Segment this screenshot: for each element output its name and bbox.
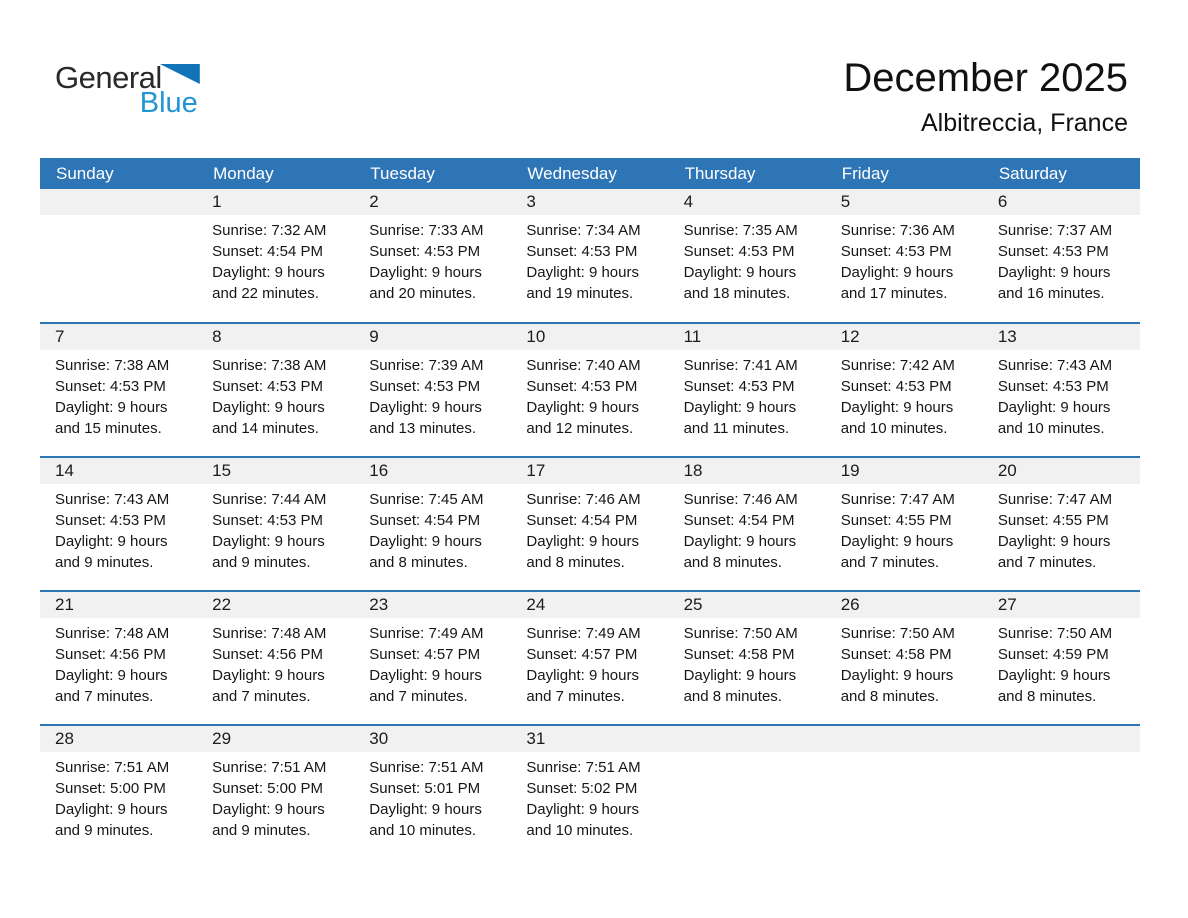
- day-cell-11: [669, 323, 826, 457]
- calendar-table: [40, 158, 1140, 859]
- sunrise-line: Sunrise: 7:51 AM: [526, 759, 641, 776]
- sunrise-line: Sunrise: 7:48 AM: [55, 625, 170, 642]
- daylight-line-2: and 22 minutes.: [212, 285, 319, 302]
- day-cell-4: [669, 189, 826, 323]
- daylight-line-1: Daylight: 9 hours: [683, 533, 797, 550]
- sunrise-line: Sunrise: 7:51 AM: [212, 759, 327, 776]
- sunset-line: Sunset: 4:54 PM: [526, 512, 638, 529]
- daylight-line-1: Daylight: 9 hours: [55, 667, 168, 684]
- calendar-header: [40, 158, 1140, 189]
- day-details: [511, 350, 668, 439]
- daylight-line-2: and 8 minutes.: [840, 688, 940, 705]
- daylight-line-2: and 7 minutes.: [369, 688, 468, 705]
- daylight-line-2: and 8 minutes.: [683, 554, 782, 571]
- sunrise-line: Sunrise: 7:33 AM: [369, 222, 484, 239]
- sunrise-line: Sunrise: 7:44 AM: [212, 491, 327, 508]
- day-number: 16: [354, 458, 511, 484]
- week-row-5: [40, 725, 1140, 859]
- day-details: [197, 215, 354, 304]
- day-details: [354, 350, 511, 439]
- sunset-line: Sunset: 5:00 PM: [55, 780, 166, 797]
- daylight-line-2: and 10 minutes.: [840, 420, 948, 437]
- daylight-line-2: and 9 minutes.: [55, 554, 154, 571]
- day-details: [197, 752, 354, 841]
- week-row-1: [40, 189, 1140, 323]
- day-cell-16: [354, 457, 511, 591]
- sunrise-line: Sunrise: 7:34 AM: [526, 222, 641, 239]
- day-details: [983, 215, 1140, 304]
- day-number: 10: [511, 324, 668, 350]
- daylight-line-1: Daylight: 9 hours: [840, 264, 954, 281]
- daylight-line-1: Daylight: 9 hours: [369, 399, 482, 416]
- day-details: [354, 752, 511, 841]
- sunset-line: Sunset: 4:53 PM: [369, 243, 481, 260]
- daylight-line-2: and 7 minutes.: [997, 554, 1097, 571]
- sunrise-line: Sunrise: 7:50 AM: [683, 625, 798, 642]
- sunrise-line: Sunrise: 7:35 AM: [683, 222, 798, 239]
- daylight-line-2: and 10 minutes.: [997, 420, 1105, 437]
- day-number: 30: [354, 726, 511, 752]
- day-details: [669, 484, 826, 573]
- daylight-line-1: Daylight: 9 hours: [526, 533, 639, 550]
- daylight-line-2: and 8 minutes.: [683, 688, 782, 705]
- sunset-line: Sunset: 4:53 PM: [683, 243, 795, 260]
- daylight-line-2: and 13 minutes.: [369, 420, 477, 437]
- day-number: 4: [669, 189, 826, 215]
- day-cell-3: [511, 189, 668, 323]
- daylight-line-1: Daylight: 9 hours: [840, 399, 954, 416]
- day-number: 1: [197, 189, 354, 215]
- day-cell-22: [197, 591, 354, 725]
- day-details: [983, 350, 1140, 439]
- daylight-line-2: and 17 minutes.: [840, 285, 948, 302]
- sunrise-line: Sunrise: 7:42 AM: [840, 357, 955, 374]
- weekday-header-wednesday: Wednesday: [511, 158, 668, 189]
- day-cell-13: [983, 323, 1140, 457]
- day-details: [40, 752, 197, 841]
- day-number: 26: [826, 592, 983, 618]
- daylight-line-2: and 15 minutes.: [55, 420, 162, 437]
- sunset-line: Sunset: 4:58 PM: [840, 646, 952, 663]
- sunrise-line: Sunrise: 7:45 AM: [369, 491, 484, 508]
- daylight-line-2: and 7 minutes.: [212, 688, 311, 705]
- sunset-line: Sunset: 4:53 PM: [997, 378, 1109, 395]
- day-details: [669, 350, 826, 439]
- sunset-line: Sunset: 4:56 PM: [212, 646, 324, 663]
- day-details: [826, 350, 983, 439]
- daylight-line-2: and 7 minutes.: [55, 688, 154, 705]
- day-details: [40, 350, 197, 439]
- daylight-line-2: and 9 minutes.: [212, 822, 311, 839]
- day-details: [826, 215, 983, 304]
- logo-triangle-icon: [160, 64, 200, 84]
- day-number: 25: [669, 592, 826, 618]
- day-number: 18: [669, 458, 826, 484]
- day-details: [40, 215, 197, 220]
- day-number: 11: [669, 324, 826, 350]
- week-row-4: [40, 591, 1140, 725]
- day-details: [826, 618, 983, 707]
- sunset-line: Sunset: 4:53 PM: [526, 243, 638, 260]
- day-details: [511, 618, 668, 707]
- day-cell-10: [511, 323, 668, 457]
- sunset-line: Sunset: 4:57 PM: [526, 646, 638, 663]
- day-cell-29: [197, 725, 354, 859]
- day-cell-21: [40, 591, 197, 725]
- weekday-header-friday: Friday: [826, 158, 983, 189]
- day-number-empty: [40, 189, 197, 215]
- sunset-line: Sunset: 4:56 PM: [55, 646, 166, 663]
- day-cell-empty: [669, 725, 826, 859]
- sunrise-line: Sunrise: 7:46 AM: [526, 491, 641, 508]
- general-blue-logo: [55, 62, 200, 118]
- sunrise-line: Sunrise: 7:50 AM: [840, 625, 955, 642]
- day-cell-7: [40, 323, 197, 457]
- day-cell-30: [354, 725, 511, 859]
- daylight-line-2: and 8 minutes.: [997, 688, 1097, 705]
- day-cell-15: [197, 457, 354, 591]
- day-number: 13: [983, 324, 1140, 350]
- sunset-line: Sunset: 4:53 PM: [55, 512, 166, 529]
- sunrise-line: Sunrise: 7:48 AM: [212, 625, 327, 642]
- sunrise-line: Sunrise: 7:43 AM: [55, 491, 170, 508]
- day-number: 22: [197, 592, 354, 618]
- day-details: [826, 484, 983, 573]
- day-number: 31: [511, 726, 668, 752]
- day-number: 23: [354, 592, 511, 618]
- day-number: 6: [983, 189, 1140, 215]
- sunset-line: Sunset: 4:54 PM: [369, 512, 481, 529]
- day-details: [197, 484, 354, 573]
- sunset-line: Sunset: 4:55 PM: [997, 512, 1109, 529]
- daylight-line-2: and 12 minutes.: [526, 420, 634, 437]
- day-details: [197, 618, 354, 707]
- sunset-line: Sunset: 4:53 PM: [212, 512, 324, 529]
- page-subtitle: Albitreccia, France: [920, 109, 1128, 137]
- sunset-line: Sunset: 4:57 PM: [369, 646, 481, 663]
- sunrise-line: Sunrise: 7:51 AM: [369, 759, 484, 776]
- day-number: 2: [354, 189, 511, 215]
- day-number: 12: [826, 324, 983, 350]
- sunrise-line: Sunrise: 7:51 AM: [55, 759, 170, 776]
- weekday-header-sunday: Sunday: [40, 158, 197, 189]
- day-number-empty: [983, 726, 1140, 752]
- sunrise-line: Sunrise: 7:49 AM: [369, 625, 484, 642]
- week-row-2: [40, 323, 1140, 457]
- day-details: [669, 215, 826, 304]
- sunrise-line: Sunrise: 7:43 AM: [997, 357, 1113, 374]
- day-cell-8: [197, 323, 354, 457]
- day-number: 24: [511, 592, 668, 618]
- day-details: [40, 484, 197, 573]
- page-title: December 2025: [843, 56, 1128, 100]
- sunrise-line: Sunrise: 7:38 AM: [212, 357, 327, 374]
- day-cell-5: [826, 189, 983, 323]
- daylight-line-2: and 7 minutes.: [526, 688, 625, 705]
- sunrise-line: Sunrise: 7:40 AM: [526, 357, 641, 374]
- day-number: 21: [40, 592, 197, 618]
- weekday-header-row: [40, 158, 1140, 189]
- day-number: 3: [511, 189, 668, 215]
- daylight-line-2: and 10 minutes.: [369, 822, 477, 839]
- daylight-line-2: and 20 minutes.: [369, 285, 477, 302]
- day-cell-20: [983, 457, 1140, 591]
- day-details: [40, 618, 197, 707]
- sunrise-line: Sunrise: 7:32 AM: [212, 222, 327, 239]
- day-cell-18: [669, 457, 826, 591]
- day-number: 7: [40, 324, 197, 350]
- sunrise-line: Sunrise: 7:47 AM: [840, 491, 955, 508]
- daylight-line-1: Daylight: 9 hours: [840, 667, 954, 684]
- daylight-line-1: Daylight: 9 hours: [369, 264, 482, 281]
- day-number: 27: [983, 592, 1140, 618]
- day-details: [511, 484, 668, 573]
- sunset-line: Sunset: 4:53 PM: [997, 243, 1109, 260]
- day-details: [669, 752, 826, 757]
- daylight-line-2: and 18 minutes.: [683, 285, 791, 302]
- sunset-line: Sunset: 4:58 PM: [683, 646, 795, 663]
- daylight-line-1: Daylight: 9 hours: [840, 533, 954, 550]
- daylight-line-2: and 19 minutes.: [526, 285, 634, 302]
- sunrise-line: Sunrise: 7:36 AM: [840, 222, 955, 239]
- sunset-line: Sunset: 4:53 PM: [55, 378, 166, 395]
- daylight-line-2: and 16 minutes.: [997, 285, 1105, 302]
- day-details: [354, 484, 511, 573]
- day-cell-27: [983, 591, 1140, 725]
- day-cell-14: [40, 457, 197, 591]
- daylight-line-1: Daylight: 9 hours: [55, 399, 168, 416]
- daylight-line-1: Daylight: 9 hours: [526, 264, 639, 281]
- day-cell-9: [354, 323, 511, 457]
- daylight-line-1: Daylight: 9 hours: [997, 399, 1111, 416]
- day-cell-31: [511, 725, 668, 859]
- daylight-line-1: Daylight: 9 hours: [683, 264, 797, 281]
- day-number: 28: [40, 726, 197, 752]
- sunrise-line: Sunrise: 7:50 AM: [997, 625, 1113, 642]
- day-cell-12: [826, 323, 983, 457]
- day-cell-empty: [983, 725, 1140, 859]
- daylight-line-2: and 8 minutes.: [369, 554, 468, 571]
- logo-text-blue: Blue: [139, 87, 198, 119]
- day-number: 29: [197, 726, 354, 752]
- day-number-empty: [826, 726, 983, 752]
- sunset-line: Sunset: 4:53 PM: [369, 378, 481, 395]
- day-details: [511, 752, 668, 841]
- daylight-line-1: Daylight: 9 hours: [526, 399, 639, 416]
- day-number: 5: [826, 189, 983, 215]
- day-details: [826, 752, 983, 757]
- daylight-line-2: and 9 minutes.: [55, 822, 154, 839]
- day-number: 14: [40, 458, 197, 484]
- daylight-line-2: and 14 minutes.: [212, 420, 319, 437]
- day-details: [354, 215, 511, 304]
- daylight-line-1: Daylight: 9 hours: [212, 264, 325, 281]
- day-cell-empty: [40, 189, 197, 323]
- daylight-line-2: and 9 minutes.: [212, 554, 311, 571]
- day-cell-empty: [826, 725, 983, 859]
- sunrise-line: Sunrise: 7:38 AM: [55, 357, 170, 374]
- sunrise-line: Sunrise: 7:39 AM: [369, 357, 484, 374]
- daylight-line-1: Daylight: 9 hours: [526, 801, 639, 818]
- daylight-line-1: Daylight: 9 hours: [683, 399, 797, 416]
- sunrise-line: Sunrise: 7:37 AM: [997, 222, 1113, 239]
- daylight-line-1: Daylight: 9 hours: [55, 801, 168, 818]
- daylight-line-1: Daylight: 9 hours: [212, 667, 325, 684]
- sunset-line: Sunset: 4:55 PM: [840, 512, 952, 529]
- day-number-empty: [669, 726, 826, 752]
- day-cell-17: [511, 457, 668, 591]
- sunrise-line: Sunrise: 7:47 AM: [997, 491, 1113, 508]
- day-details: [354, 618, 511, 707]
- logo-text-general: General: [55, 60, 162, 95]
- daylight-line-1: Daylight: 9 hours: [369, 533, 482, 550]
- weekday-header-tuesday: Tuesday: [354, 158, 511, 189]
- daylight-line-2: and 7 minutes.: [840, 554, 940, 571]
- day-cell-23: [354, 591, 511, 725]
- sunset-line: Sunset: 4:54 PM: [683, 512, 795, 529]
- day-number: 8: [197, 324, 354, 350]
- calendar-body: [40, 189, 1140, 859]
- daylight-line-1: Daylight: 9 hours: [212, 801, 325, 818]
- day-number: 9: [354, 324, 511, 350]
- daylight-line-1: Daylight: 9 hours: [55, 533, 168, 550]
- daylight-line-1: Daylight: 9 hours: [369, 801, 482, 818]
- week-row-3: [40, 457, 1140, 591]
- day-details: [669, 618, 826, 707]
- day-cell-24: [511, 591, 668, 725]
- sunset-line: Sunset: 5:00 PM: [212, 780, 324, 797]
- day-cell-19: [826, 457, 983, 591]
- daylight-line-1: Daylight: 9 hours: [997, 667, 1111, 684]
- day-number: 17: [511, 458, 668, 484]
- daylight-line-1: Daylight: 9 hours: [526, 667, 639, 684]
- daylight-line-1: Daylight: 9 hours: [683, 667, 797, 684]
- sunset-line: Sunset: 5:02 PM: [526, 780, 638, 797]
- sunset-line: Sunset: 4:54 PM: [212, 243, 324, 260]
- daylight-line-1: Daylight: 9 hours: [369, 667, 482, 684]
- sunset-line: Sunset: 4:53 PM: [212, 378, 324, 395]
- day-cell-6: [983, 189, 1140, 323]
- sunset-line: Sunset: 4:53 PM: [683, 378, 795, 395]
- sunset-line: Sunset: 4:53 PM: [840, 243, 952, 260]
- day-details: [511, 215, 668, 304]
- daylight-line-1: Daylight: 9 hours: [997, 264, 1111, 281]
- weekday-header-monday: Monday: [197, 158, 354, 189]
- day-cell-28: [40, 725, 197, 859]
- title-block: [843, 55, 1128, 138]
- day-details: [983, 752, 1140, 757]
- sunset-line: Sunset: 4:53 PM: [840, 378, 952, 395]
- daylight-line-2: and 10 minutes.: [526, 822, 634, 839]
- day-number: 15: [197, 458, 354, 484]
- daylight-line-1: Daylight: 9 hours: [997, 533, 1111, 550]
- day-number: 20: [983, 458, 1140, 484]
- daylight-line-2: and 11 minutes.: [683, 420, 790, 437]
- day-details: [983, 484, 1140, 573]
- day-cell-26: [826, 591, 983, 725]
- sunrise-line: Sunrise: 7:49 AM: [526, 625, 641, 642]
- day-number: 19: [826, 458, 983, 484]
- day-cell-1: [197, 189, 354, 323]
- sunset-line: Sunset: 4:53 PM: [526, 378, 638, 395]
- calendar: [40, 158, 1140, 859]
- sunrise-line: Sunrise: 7:46 AM: [683, 491, 798, 508]
- day-details: [197, 350, 354, 439]
- day-details: [983, 618, 1140, 707]
- daylight-line-2: and 8 minutes.: [526, 554, 625, 571]
- daylight-line-1: Daylight: 9 hours: [212, 399, 325, 416]
- day-cell-2: [354, 189, 511, 323]
- sunrise-line: Sunrise: 7:41 AM: [683, 357, 798, 374]
- weekday-header-thursday: Thursday: [669, 158, 826, 189]
- sunset-line: Sunset: 5:01 PM: [369, 780, 481, 797]
- weekday-header-saturday: Saturday: [983, 158, 1140, 189]
- sunset-line: Sunset: 4:59 PM: [997, 646, 1109, 663]
- daylight-line-1: Daylight: 9 hours: [212, 533, 325, 550]
- day-cell-25: [669, 591, 826, 725]
